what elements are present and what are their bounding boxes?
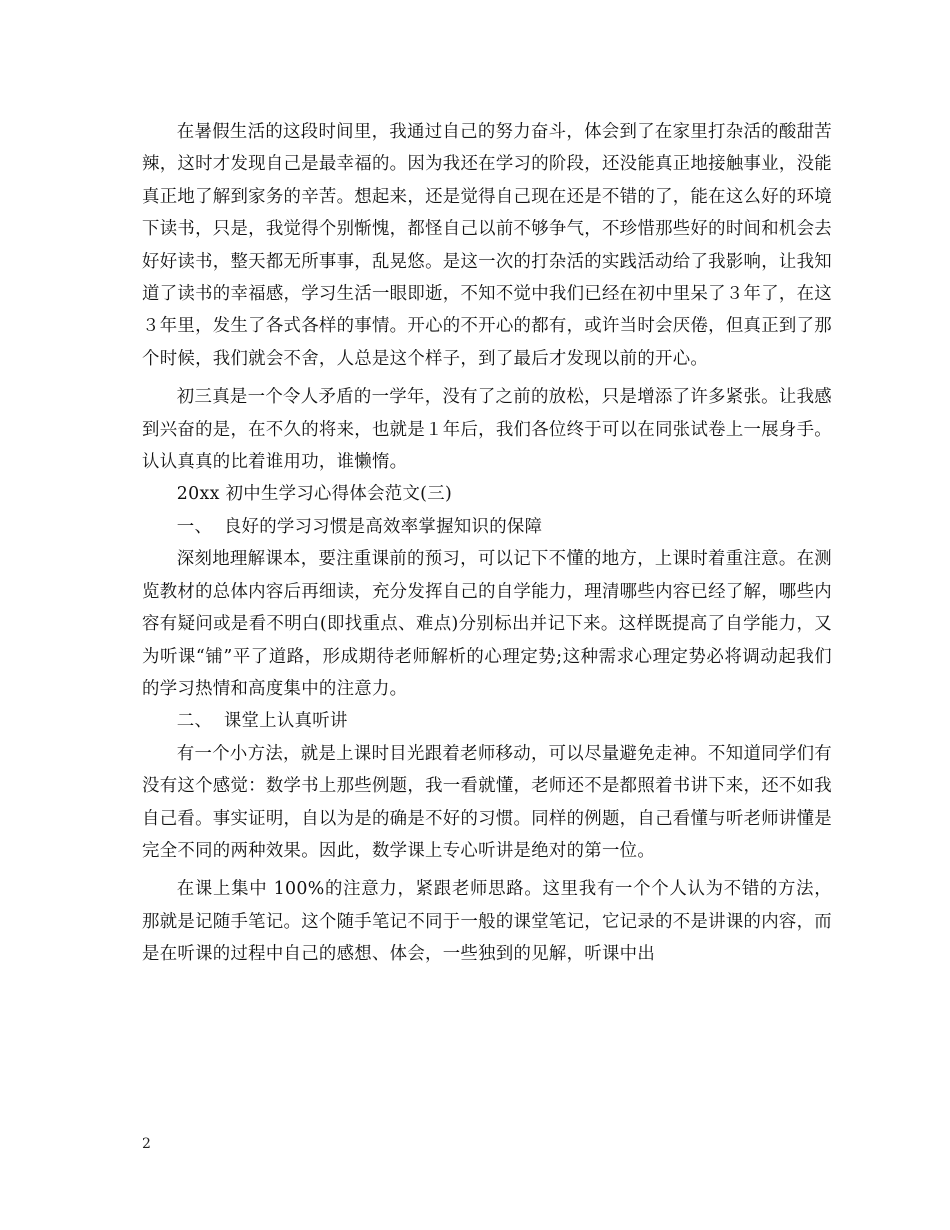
section-title: 20xx 初中生学习心得体会范文(三) bbox=[176, 484, 453, 505]
paragraph-follow-teacher: 有一个小方法，就是上课时目光跟着老师移动，可以尽量避免走神。不知道同学们有没有这个感觉：数学书上那些例题，我一看就懂，老师还不是都照着书讲下来，还不如我自己看。事实证明，自以为是的确是不好的习惯。同样的例题，自己看懂与听老师讲懂是完全不同的两种效果。因此，数学课上专心听讲是绝对的第一位。 bbox=[142, 743, 832, 861]
document-body bbox=[142, 116, 832, 971]
heading-listen-in-class: 二、 课堂上认真听讲 bbox=[176, 711, 348, 732]
paragraph-preview-textbook: 深刻地理解课本，要注重课前的预习，可以记下不懂的地方，上课时着重注意。在测览教材的总体内容后再细读，充分发挥自己的自学能力，理清哪些内容已经了解，哪些内容有疑问或是看不明白(即找重点、难点)分别标出并记下来。这样既提高了自学能力，又为听课“铺”平了道路，形成期待老师解析的心理定势;这种需求心理定势必将调动起我们的学习热情和高度集中的注意力。 bbox=[142, 549, 832, 699]
paragraph-summer-reflection: 在暑假生活的这段时间里，我通过自己的努力奋斗，体会到了在家里打杂活的酸甜苦辣，这时才发现自己是最幸福的。因为我还在学习的阶段，还没能真正地接触事业，没能真正地了解到家务的辛苦。想起来，还是觉得自己现在还是不错的了，能在这么好的环境下读书，只是，我觉得个别惭愧，都怪自己以前不够争气，不珍惜那些好的时间和机会去好好读书，整天都无所事事，乱晃悠。是这一次的打杂活的实践活动给了我影响，让我知道了读书的幸福感，学习生活一眼即逝，不知不觉中我们已经在初中里呆了３年了，在这３年里，发生了各式各样的事情。开心的不开心的都有，或许当时会厌倦，但真正到了那个时候，我们就会不舍，人总是这个样子，到了最后才发现以前的开心。 bbox=[142, 122, 832, 369]
paragraph-grade-nine: 初三真是一个令人矛盾的一学年，没有了之前的放松，只是增添了许多紧张。让我感到兴奋的是，在不久的将来，也就是１年后，我们各位终于可以在同张试卷上一展身手。认认真真的比着谁用功，谁懒惰。 bbox=[142, 387, 832, 473]
heading-study-habits: 一、 良好的学习习惯是高效率掌握知识的保障 bbox=[176, 516, 543, 537]
page-number: 2 bbox=[142, 1136, 151, 1152]
paragraph-random-notes: 在课上集中 100%的注意力，紧跟老师思路。这里我有一个个人认为不错的方法，那就是记随手笔记。这个随手笔记不同于一般的课堂笔记，它记录的不是讲课的内容，而是在听课的过程中自己的感想、体会，一些独到的见解，听课中出 bbox=[142, 879, 832, 965]
